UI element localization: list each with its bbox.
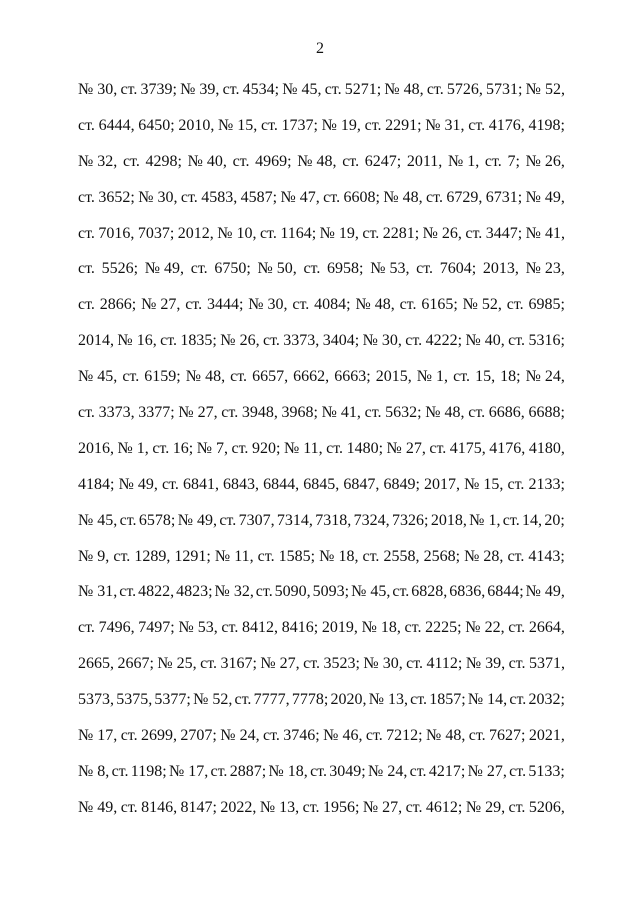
text-line: ст. 2866; № 27, ст. 3444; № 30, ст. 4084; № 48, ст. 6165; № 52, ст. 6985; (78, 296, 565, 314)
text-line: 2665, 2667; № 25, ст. 3167; № 27, ст. 3523; № 30, ст. 4112; № 39, ст. 5371, (78, 655, 565, 673)
text-line: ст. 3652; № 30, ст. 4583, 4587; № 47, ст. 6608; № 48, ст. 6729, 6731; № 49, (78, 188, 565, 206)
text-line: № 45, ст. 6159; № 48, ст. 6657, 6662, 6663; 2015, № 1, ст. 15, 18; № 24, (78, 368, 565, 386)
text-line: ст. 7496, 7497; № 53, ст. 8412, 8416; 2019, № 18, ст. 2225; № 22, ст. 2664, (78, 619, 565, 637)
text-line: № 8, ст. 1198; № 17, ст. 2887; № 18, ст. 3049; № 24, ст. 4217; № 27, ст. 5133; (78, 762, 565, 780)
text-line: № 9, ст. 1289, 1291; № 11, ст. 1585; № 18, ст. 2558, 2568; № 28, ст. 4143; (78, 547, 565, 565)
text-line: № 31, ст. 4822, 4823; № 32, ст. 5090, 5093; № 45, ст. 6828, 6836, 6844; № 49, (78, 583, 565, 601)
text-line: 5373, 5375, 5377; № 52, ст. 7777, 7778; 2020, № 13, ст. 1857; № 14, ст. 2032; (78, 691, 565, 709)
page-number: 2 (316, 40, 324, 57)
text-line: № 32, ст. 4298; № 40, ст. 4969; № 48, ст. 6247; 2011, № 1, ст. 7; № 26, (78, 152, 565, 170)
text-line: 2016, № 1, ст. 16; № 7, ст. 920; № 11, ст. 1480; № 27, ст. 4175, 4176, 4180, (78, 439, 565, 457)
text-line: ст. 3373, 3377; № 27, ст. 3948, 3968; № 41, ст. 5632; № 48, ст. 6686, 6688; (78, 404, 565, 422)
text-line: № 49, ст. 8146, 8147; 2022, № 13, ст. 1956; № 27, ст. 4612; № 29, ст. 5206, (78, 798, 565, 816)
text-line: № 30, ст. 3739; № 39, ст. 4534; № 45, ст. 5271; № 48, ст. 5726, 5731; № 52, (78, 81, 565, 98)
text-line: ст. 6444, 6450; 2010, № 15, ст. 1737; № 19, ст. 2291; № 31, ст. 4176, 4198; (78, 116, 565, 134)
body-text (78, 72, 565, 826)
text-line: № 17, ст. 2699, 2707; № 24, ст. 3746; № 46, ст. 7212; № 48, ст. 7627; 2021, (78, 727, 565, 745)
text-line: ст. 7016, 7037; 2012, № 10, ст. 1164; № 19, ст. 2281; № 26, ст. 3447; № 41, (78, 224, 565, 242)
text-line: № 45, ст. 6578; № 49, ст. 7307, 7314, 7318, 7324, 7326; 2018, № 1, ст. 14, 20; (78, 511, 565, 529)
text-line: 4184; № 49, ст. 6841, 6843, 6844, 6845, 6847, 6849; 2017, № 15, ст. 2133; (78, 475, 565, 493)
text-line: ст. 5526; № 49, ст. 6750; № 50, ст. 6958; № 53, ст. 7604; 2013, № 23, (78, 260, 565, 278)
text-line: 2014, № 16, ст. 1835; № 26, ст. 3373, 3404; № 30, ст. 4222; № 40, ст. 5316; (78, 332, 565, 350)
